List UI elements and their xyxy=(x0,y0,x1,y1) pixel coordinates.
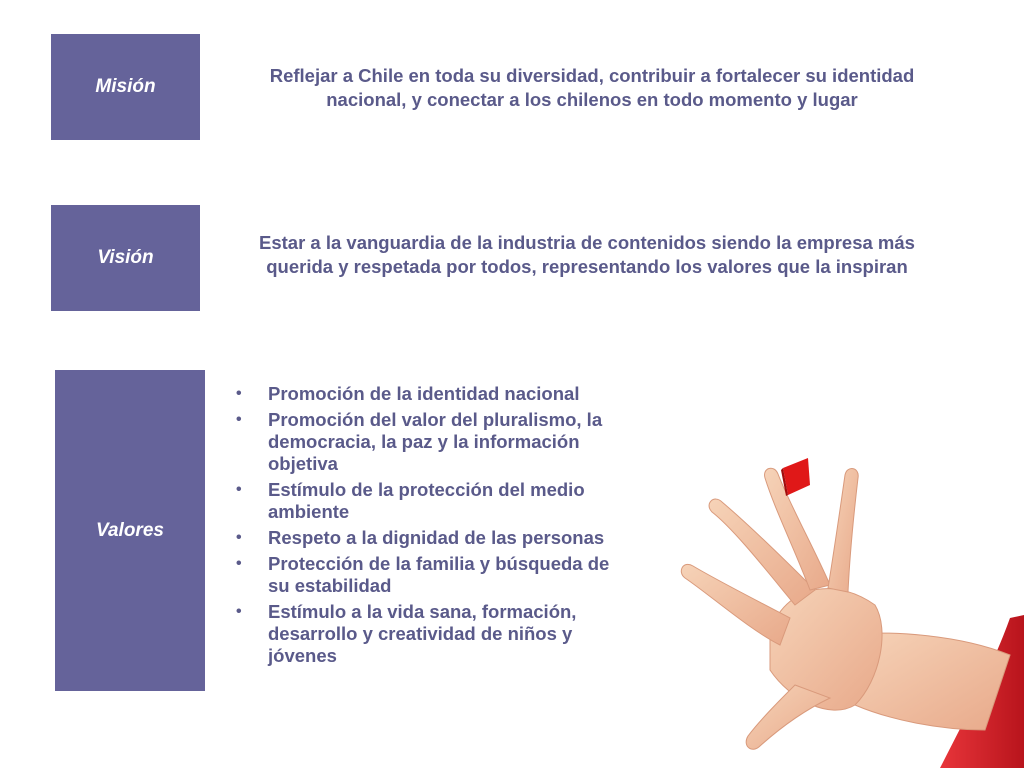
vision-label: Visión xyxy=(97,247,154,268)
valores-item-text: Estímulo de la protección del medio ambiente xyxy=(268,479,585,522)
mision-label: Misión xyxy=(95,76,156,97)
bullet-icon: • xyxy=(236,555,242,572)
bullet-icon: • xyxy=(236,481,242,498)
valores-item xyxy=(234,383,619,405)
mision-statement xyxy=(222,64,962,112)
valores-label: Valores xyxy=(96,519,164,541)
vision-statement xyxy=(222,231,952,279)
valores-item xyxy=(234,553,619,597)
valores-item xyxy=(234,409,619,475)
valores-item xyxy=(234,527,619,549)
mision-label-box xyxy=(51,34,200,140)
mision-line-1: Reflejar a Chile en toda su diversidad, contribuir a fortalecer su identidad xyxy=(269,65,915,86)
bullet-icon: • xyxy=(236,411,242,428)
valores-item-text: Promoción de la identidad nacional xyxy=(268,383,580,404)
vision-label-box xyxy=(51,205,200,311)
red-puzzle-piece xyxy=(781,458,810,496)
valores-item-text: Estímulo a la vida sana, formación, desarrollo y creatividad de niños y jóvenes xyxy=(268,601,577,666)
valores-item xyxy=(234,601,619,667)
bullet-icon: • xyxy=(236,603,242,620)
valores-item-text: Protección de la familia y búsqueda de su estabilidad xyxy=(268,553,610,596)
hand xyxy=(681,468,1010,749)
valores-item-text: Respeto a la dignidad de las personas xyxy=(268,527,605,548)
vision-line-2: querida y respetada por todos, representando los valores que la inspiran xyxy=(266,256,908,277)
valores-item xyxy=(234,479,619,523)
valores-list xyxy=(234,383,619,671)
vision-line-1: Estar a la vanguardia de la industria de contenidos siendo la empresa más xyxy=(259,232,915,253)
bullet-icon: • xyxy=(236,529,242,546)
valores-item-text: Promoción del valor del pluralismo, la democracia, la paz y la información objetiva xyxy=(268,409,603,474)
child-hand-image xyxy=(640,430,1024,768)
valores-label-box xyxy=(55,370,205,691)
mision-line-2: nacional, y conectar a los chilenos en todo momento y lugar xyxy=(326,89,858,110)
bullet-icon: • xyxy=(236,385,242,402)
